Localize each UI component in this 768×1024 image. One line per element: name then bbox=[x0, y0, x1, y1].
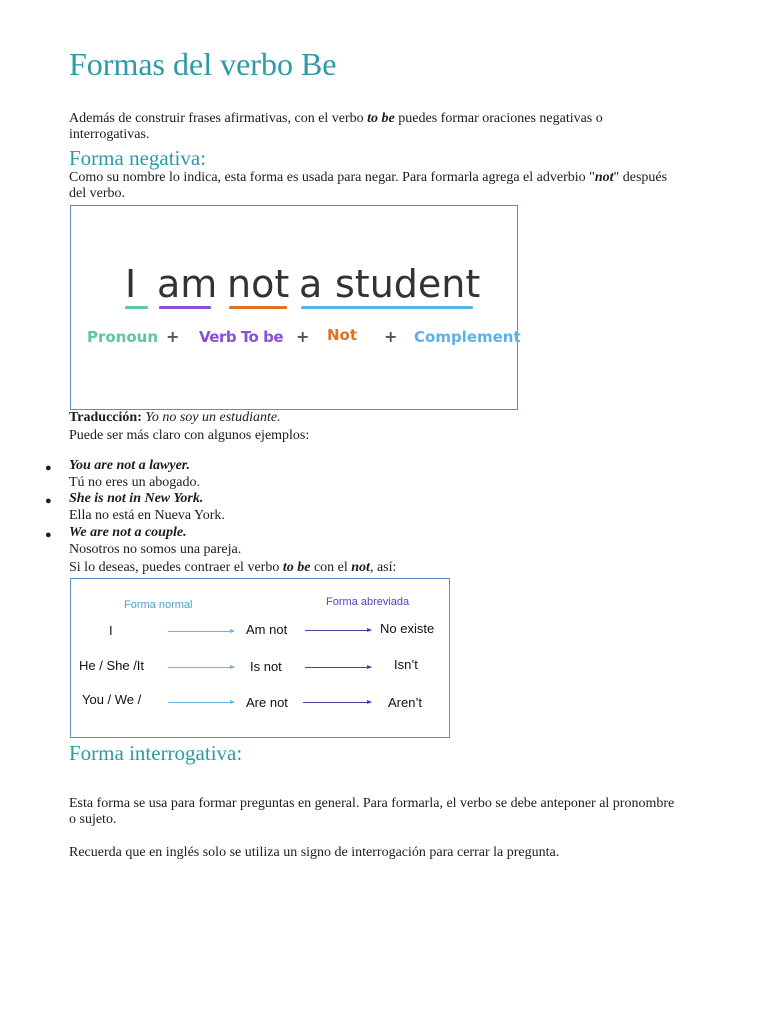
contraction-sentence bbox=[69, 560, 679, 576]
negative-description-after: " después del verbo. bbox=[69, 170, 668, 201]
word-not: not bbox=[227, 262, 290, 306]
examples-intro: Puede ser más claro con algunos ejemplos: bbox=[69, 428, 310, 443]
contraction-verb: to be bbox=[282, 560, 311, 575]
negative-description-before: Como su nombre lo indica, esta forma es usada para negar. Para formarla agrega el adverbio " bbox=[69, 170, 595, 185]
intro-paragraph bbox=[69, 111, 679, 143]
example-english: We are not a couple. bbox=[69, 524, 187, 540]
example-spanish: Tú no eres un abogado. bbox=[69, 474, 201, 490]
label-complement: Complement bbox=[414, 328, 521, 346]
header-short-form: Forma abreviada bbox=[326, 596, 410, 608]
sentence-structure-figure bbox=[70, 205, 521, 410]
translation-text: Yo no soy un estudiante. bbox=[145, 410, 281, 425]
plus-sign: + bbox=[166, 327, 180, 346]
example-spanish: Ella no está en Nueva York. bbox=[69, 508, 225, 524]
label-verb-to-be: Verb To be bbox=[199, 328, 283, 346]
arrow-icon bbox=[168, 667, 234, 668]
contraction-table-figure bbox=[70, 578, 450, 738]
word-complement: student bbox=[335, 262, 481, 306]
not-underline bbox=[229, 306, 287, 309]
normal-form-cell: Are not bbox=[246, 695, 288, 710]
complement-underline bbox=[301, 306, 473, 309]
negative-heading: Forma negativa: bbox=[69, 146, 207, 170]
contraction-text-after: , así: bbox=[369, 560, 397, 575]
translation-label: Traducción: bbox=[69, 410, 142, 425]
example-english: She is not in New York. bbox=[69, 491, 204, 507]
verb-underline bbox=[159, 306, 211, 309]
subject-cell: I bbox=[109, 623, 113, 638]
short-form-cell: Isn’t bbox=[394, 657, 418, 672]
bullet-icon: ● bbox=[45, 495, 52, 508]
arrow-icon bbox=[168, 702, 234, 703]
word-verb: am bbox=[157, 262, 218, 306]
example-english: You are not a lawyer. bbox=[69, 458, 190, 473]
arrow-icon bbox=[168, 631, 234, 632]
normal-form-cell: Is not bbox=[250, 659, 282, 674]
short-form-cell: No existe bbox=[380, 621, 435, 636]
negative-description bbox=[69, 170, 679, 202]
intro-text-after: puedes formar oraciones negativas o interrogativas. bbox=[69, 111, 603, 142]
subject-cell: You / We / bbox=[82, 692, 142, 707]
contraction-not: not bbox=[351, 560, 370, 575]
example-spanish: Nosotros no somos una pareja. bbox=[69, 541, 242, 557]
intro-text-before: Además de construir frases afirmativas, con el verbo bbox=[69, 111, 368, 126]
subject-cell: He / She /It bbox=[79, 658, 145, 673]
page-title: Formas del verbo Be bbox=[69, 46, 337, 82]
intro-verb: to be bbox=[367, 111, 395, 126]
pronoun-underline bbox=[125, 306, 148, 309]
examples-list bbox=[45, 458, 242, 558]
plus-sign: + bbox=[296, 327, 310, 346]
word-article: a bbox=[299, 262, 323, 306]
plus-sign: + bbox=[384, 327, 398, 346]
short-form-cell: Aren’t bbox=[388, 695, 422, 710]
translation-line bbox=[69, 410, 679, 426]
interrogative-paragraph-2: Recuerda que en inglés solo se utiliza un signo de interrogación para cerrar la pregunta. bbox=[69, 845, 560, 860]
list-item bbox=[45, 458, 241, 491]
label-not: Not bbox=[327, 326, 358, 344]
negative-adverb: not bbox=[594, 170, 614, 185]
normal-form-cell: Am not bbox=[246, 622, 288, 637]
interrogative-paragraph-1: Esta forma se usa para formar preguntas en general. Para formarla, el verbo se debe anteponer al pronombre o sujeto. bbox=[69, 796, 675, 827]
interrogative-heading: Forma interrogativa: bbox=[69, 741, 243, 765]
contraction-text-middle: con el bbox=[310, 560, 352, 575]
contraction-text-before: Si lo deseas, puedes contraer el verbo bbox=[69, 560, 283, 575]
bullet-icon: ● bbox=[45, 528, 52, 541]
list-item bbox=[45, 524, 242, 558]
header-normal-form: Forma normal bbox=[124, 599, 193, 611]
arrow-icon bbox=[305, 667, 371, 668]
word-pronoun: I bbox=[125, 262, 137, 306]
list-item bbox=[45, 491, 241, 524]
label-pronoun: Pronoun bbox=[87, 328, 159, 346]
arrow-icon bbox=[303, 702, 371, 703]
arrow-icon bbox=[305, 630, 371, 631]
bullet-icon: ● bbox=[45, 462, 52, 474]
